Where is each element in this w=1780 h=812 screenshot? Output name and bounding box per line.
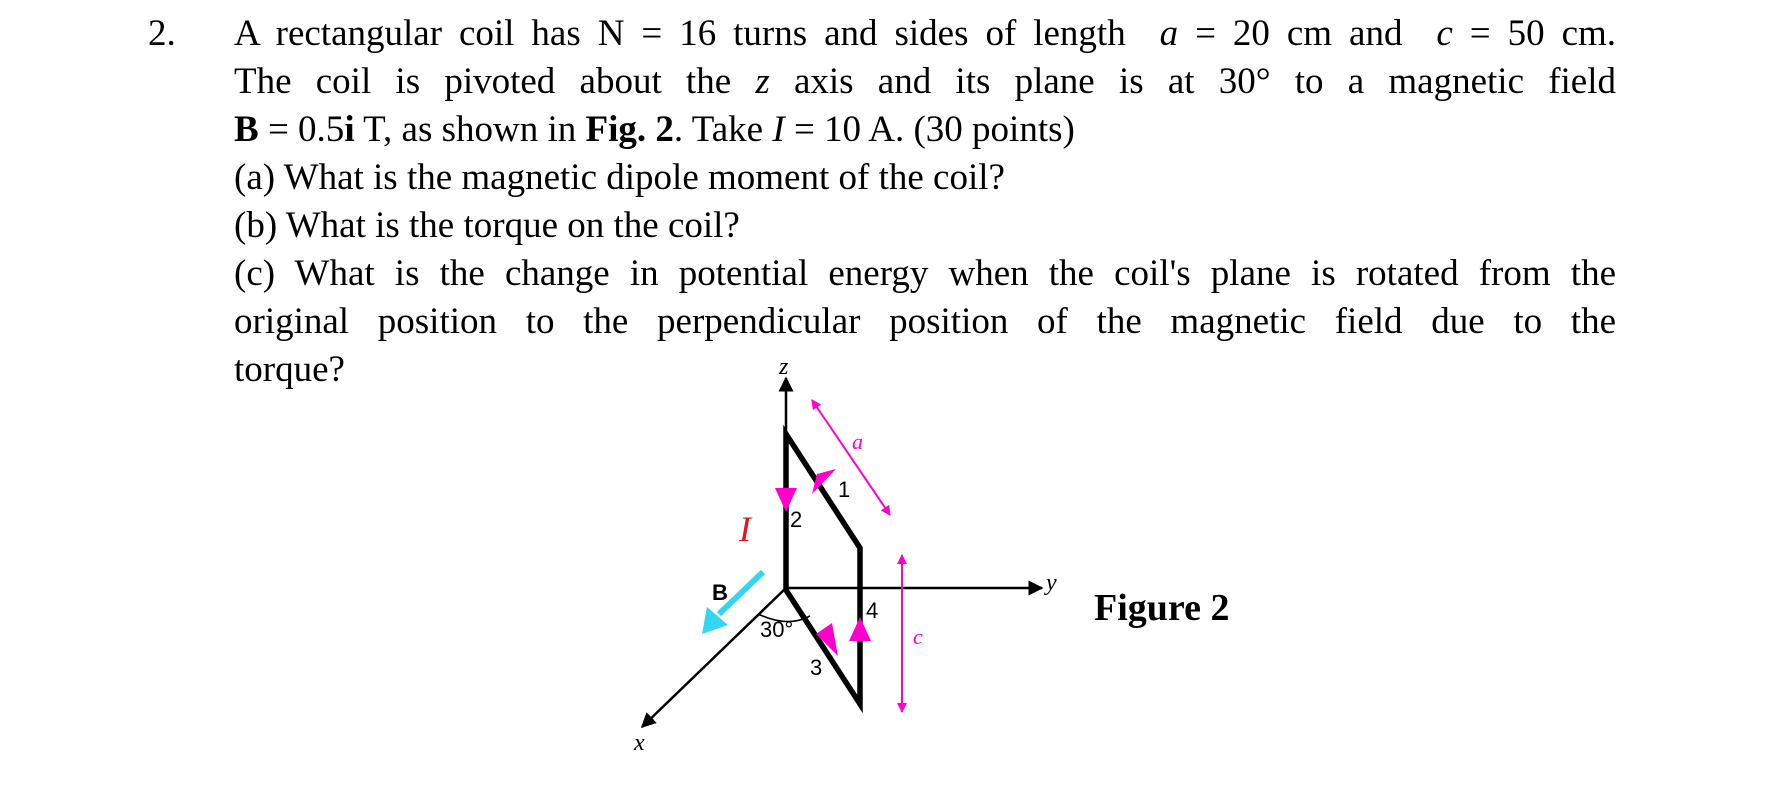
line3-text: T, as shown in <box>354 109 577 150</box>
value-c: = 50 cm. <box>1452 13 1617 54</box>
side-label-4: 4 <box>866 598 879 623</box>
part-a: (a) What is the magnetic dipole moment of the coil? <box>234 157 1005 198</box>
part-c-line-3: torque? <box>234 349 345 390</box>
intro-text: A rectangular coil has N = 16 turns and sides of length <box>234 13 1126 54</box>
z-axis-label: z <box>779 354 789 380</box>
field-label: B <box>712 580 728 605</box>
symbol-a: a <box>1159 13 1179 54</box>
x-axis-label: x <box>634 730 645 756</box>
y-axis-label: y <box>1046 570 1057 596</box>
side-label-2: 2 <box>790 507 803 532</box>
symbol-i: i <box>344 109 355 150</box>
dimensions <box>812 400 923 712</box>
take-text: . Take <box>673 109 764 150</box>
field-value: = 0.5 <box>258 109 345 150</box>
side-label-1: 1 <box>838 477 851 502</box>
dimension-a-label: a <box>852 429 863 454</box>
question-number: 2. <box>148 13 176 54</box>
axes <box>633 354 1057 756</box>
symbol-c: c <box>1436 13 1453 54</box>
current-label: I <box>739 509 751 549</box>
symbol-I: I <box>772 109 785 150</box>
line2b-text: axis and its plane is at 30° to a magnetic field <box>793 61 1617 102</box>
symbol-B: B <box>234 109 259 150</box>
line2-text: The coil is pivoted about the <box>234 61 732 102</box>
x-axis <box>642 588 786 727</box>
side-label-3: 3 <box>810 655 823 680</box>
value-a: = 20 cm and <box>1178 13 1403 54</box>
figure-caption: Figure 2 <box>1094 587 1230 629</box>
part-c-line-2: original position to the perpendicular position of the magnetic field due to the <box>234 301 1616 342</box>
symbol-z: z <box>755 61 770 102</box>
dimension-a-arrow <box>812 400 890 515</box>
angle-label: 30° <box>760 617 794 642</box>
dimension-c-label: c <box>913 624 923 649</box>
part-c-line-1: (c) What is the change in potential energy when the coil's plane is rotated from the <box>234 253 1616 294</box>
figure-reference: Fig. 2 <box>585 109 674 150</box>
current-value: = 10 A. (30 points) <box>784 109 1075 150</box>
magnetic-field <box>702 572 763 634</box>
part-b: (b) What is the torque on the coil? <box>234 205 740 246</box>
